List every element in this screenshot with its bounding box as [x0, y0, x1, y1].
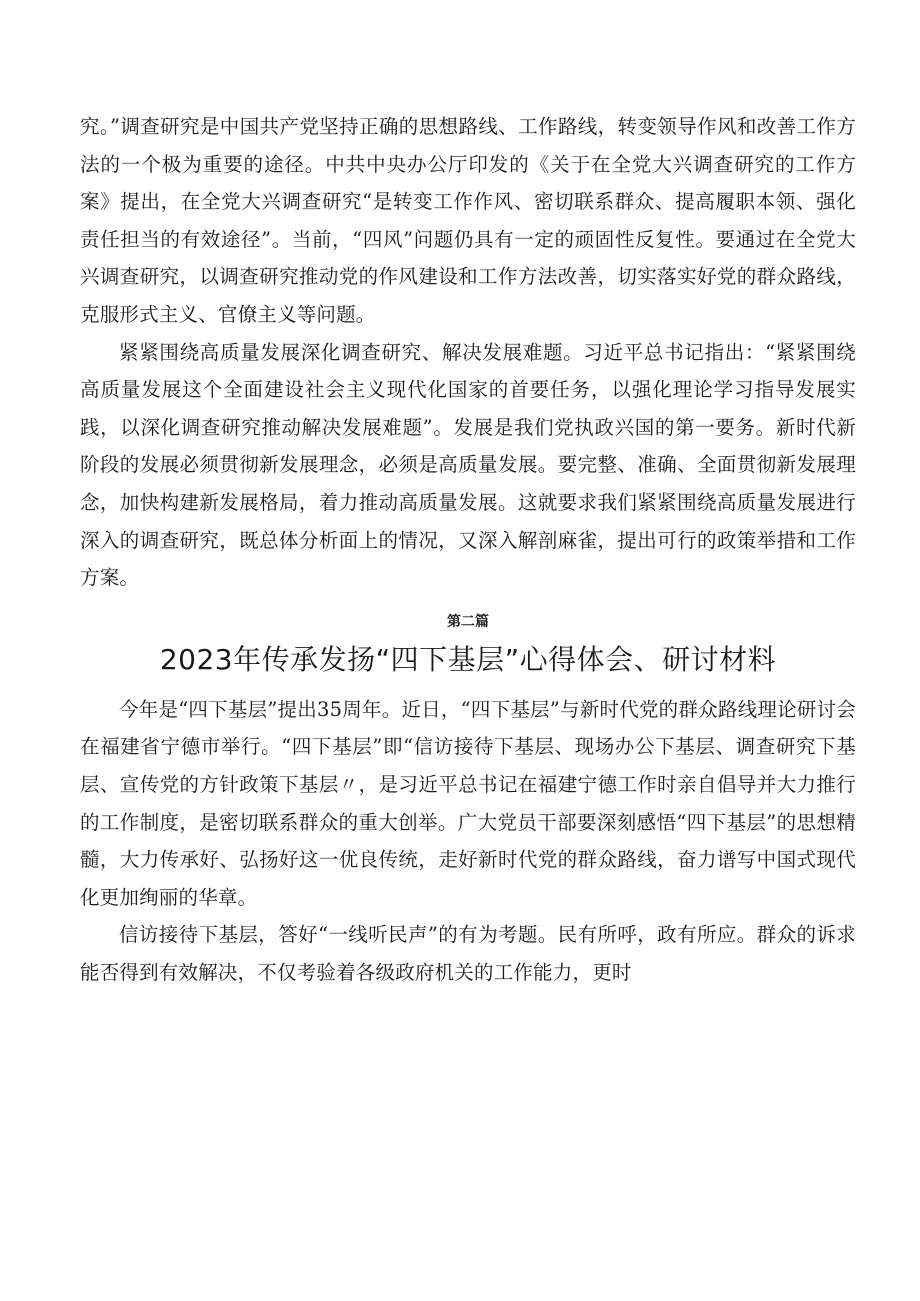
paragraph-3: 今年是“四下基层”提出35周年。近日，“四下基层”与新时代党的群众路线理论研讨会在福建省宁德市举行。“四下基层”即“信访接待下基层、现场办公下基层、调查研究下基层、宣传党的方针政策下基层〃，是习近平总书记在福建宁德工作时亲自倡导并大力推行的工作制度，是密切联系群众的重大创举。广大党员干部要深刻感悟“四下基层”的思想精髓，大力传承好、弘扬好这一优良传统，走好新时代党的群众路线，奋力谱写中国式现代化更加绚丽的华章。 — [80, 697, 856, 909]
section-label: 第二篇 — [447, 613, 489, 630]
document-page — [80, 108, 856, 991]
section-title: 2023年传承发扬“四下基层”心得体会、研讨材料 — [159, 642, 777, 676]
paragraph-1: 究。”调查研究是中国共产党坚持正确的思想路线、工作路线，转变领导作风和改善工作方法的一个极为重要的途径。中共中央办公厅印发的《关于在全党大兴调查研究的工作方案》提出，在全党大兴调查研究“是转变工作作风、密切联系群众、提高履职本领、强化责任担当的有效途径”。当前，“四风”问题仍具有一定的顽固性反复性。要通过在全党大兴调查研究，以调查研究推动党的作风建设和工作方法改善，切实落实好党的群众路线，克服形式主义、官僚主义等问题。 — [80, 115, 856, 326]
paragraph-2: 紧紧围绕高质量发展深化调查研究、解决发展难题。习近平总书记指出：“紧紧围绕高质量发展这个全面建设社会主义现代化国家的首要任务，以强化理论学习指导发展实践，以深化调查研究推动解决发展难题”。发展是我们党执政兴国的第一要务。新时代新阶段的发展必须贯彻新发展理念，必须是高质量发展。要完整、准确、全面贯彻新发展理念，加快构建新发展格局，着力推动高质量发展。这就要求我们紧紧围绕高质量发展进行深入的调查研究，既总体分析面上的情况，又深入解剖麻雀，提出可行的政策举措和工作方案。 — [80, 340, 856, 590]
paragraph-4: 信访接待下基层，答好“一线听民声”的有为考题。民有所呼，政有所应。群众的诉求能否得到有效解决，不仅考验着各级政府机关的工作能力，更时 — [80, 923, 856, 984]
